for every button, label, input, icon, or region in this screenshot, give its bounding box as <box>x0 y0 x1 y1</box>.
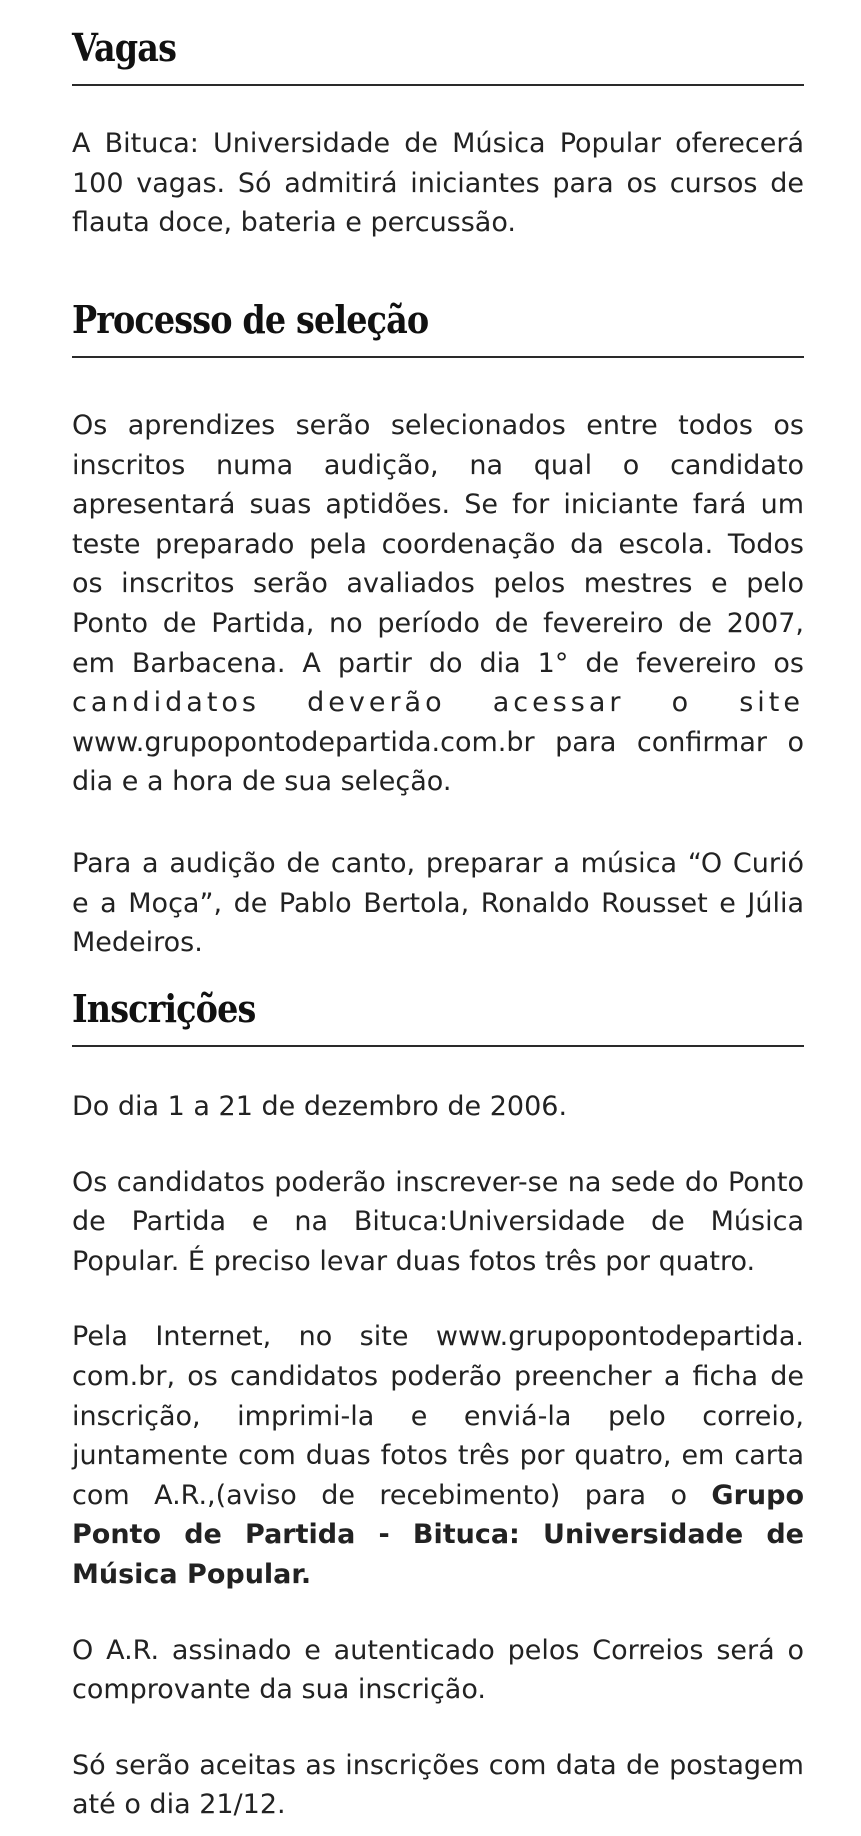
processo-paragraph-1 <box>72 406 804 802</box>
processo-paragraph-1-part-a: Os aprendizes serão selecionados entre todos os inscritos numa audição, na qual o candidato apresentará suas aptidões. Se for iniciante fará um teste preparado pela coordenação da escola. Todos os inscritos serão avaliados pelos mestres e pelo Ponto de Partida, no período de fevereiro de 2007, em Barbacena. A partir do dia 1° de fevereiro os <box>72 410 804 679</box>
section-processo-de-selecao <box>72 298 804 963</box>
section-body-inscricoes <box>72 1087 804 1825</box>
section-body-processo <box>72 406 804 963</box>
inscricoes-internet-text: Pela Internet, no site www.grupopontodepartida. com.br, os candidatos poderão preencher a ficha de inscrição, imprimi-la e enviá-la pelo correio, juntamente com duas fotos três por quatro, em carta com A.R.,(aviso de recebimento) para o <box>72 1321 804 1511</box>
processo-paragraph-2: Para a audição de canto, preparar a música “O Curió e a Moça”, de Pablo Bertola, Ronaldo Rousset e Júlia Medeiros. <box>72 847 804 959</box>
section-divider <box>72 84 804 86</box>
section-title-processo: Processo de seleção <box>72 297 429 342</box>
inscricoes-address-bold: Grupo Ponto de Partida - Bituca: Universidade de Música Popular. <box>72 1479 804 1590</box>
processo-paragraph-1-part-c: www.grupopontodepartida.com.br para confirmar o dia e a hora de sua seleção. <box>72 726 804 798</box>
inscricoes-paragraph-internet <box>72 1317 804 1594</box>
section-vagas <box>72 26 804 243</box>
inscricoes-paragraph-dates: Do dia 1 a 21 de dezembro de 2006. <box>72 1091 568 1122</box>
section-divider <box>72 356 804 358</box>
section-title-vagas: Vagas <box>72 25 177 70</box>
section-body-vagas <box>72 124 804 243</box>
inscricoes-paragraph-ar: O A.R. assinado e autenticado pelos Correios será o comprovante da sua inscrição. <box>72 1634 804 1706</box>
inscricoes-paragraph-deadline: Só serão aceitas as inscrições com data de postagem até o dia 21/12. <box>72 1749 804 1821</box>
inscricoes-paragraph-presencial: Os candidatos poderão inscrever-se na sede do Ponto de Partida e na Bituca:Universidade de Música Popular. É preciso levar duas fotos três por quatro. <box>72 1166 804 1277</box>
section-divider <box>72 1045 804 1047</box>
section-title-inscricoes: Inscrições <box>72 986 256 1031</box>
vagas-paragraph: A Bituca: Universidade de Música Popular oferecerá 100 vagas. Só admitirá iniciantes para os cursos de flauta doce, bateria e percussão. <box>72 128 804 239</box>
processo-paragraph-1-part-b: candidatos deverão acessar o site <box>72 687 804 719</box>
section-inscricoes <box>72 987 804 1825</box>
